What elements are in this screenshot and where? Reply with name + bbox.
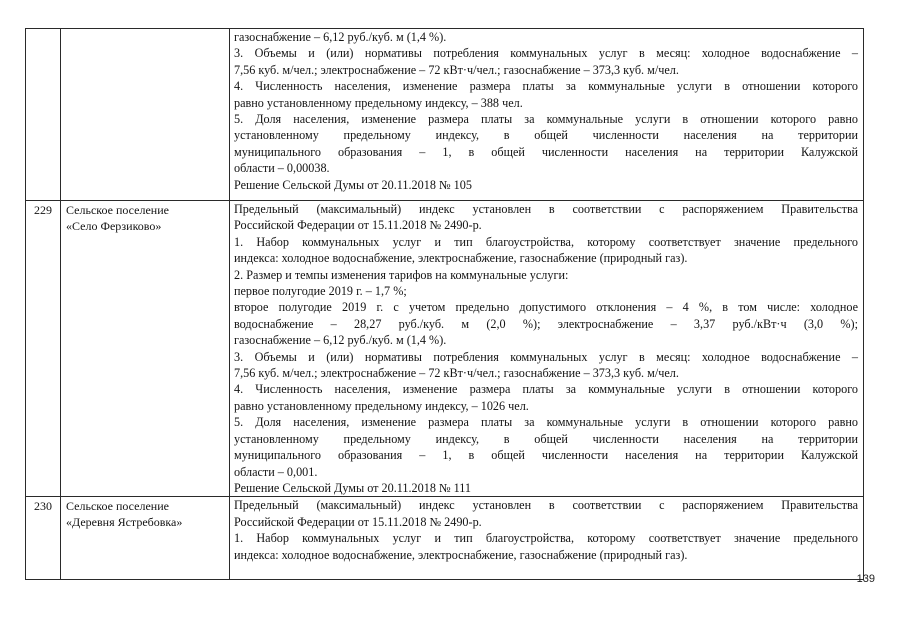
text-line: 4. Численность населения, изменение размера платы за коммунальные услуги в отношении которого [234, 79, 858, 94]
text-line: муниципального образования – 1, в общей численности населения на территории Калужской [234, 144, 858, 159]
index-description-cell [230, 201, 864, 497]
text-line: 4. Численность населения, изменение размера платы за коммунальные услуги в отношении которого [234, 382, 858, 397]
settlement-name-line: «Деревня Ястребовка» [66, 515, 183, 530]
text-line: установленному предельному индексу, в общей численности населения на территории [234, 128, 858, 143]
index-description-cell [230, 29, 864, 201]
settlement-name-line: Сельское поселение [66, 203, 169, 217]
text-line: газоснабжение – 6,12 руб./куб. м (1,4 %). [234, 30, 447, 44]
settlement-name-line: Сельское поселение [66, 499, 169, 514]
settlement-name-cell [61, 29, 230, 201]
text-line: 5. Доля населения, изменение размера платы за коммунальные услуги в отношении которого равно [234, 112, 858, 127]
text-line: Российской Федерации от 15.11.2018 № 2490-р. [234, 514, 482, 529]
settlement-name-cell [61, 497, 230, 580]
row-number-cell: 229 [26, 201, 61, 497]
text-line: 1. Набор коммунальных услуг и тип благоустройства, которому соответствует значение предельного [234, 234, 858, 249]
text-line: равно установленному предельному индексу, – 1026 чел. [234, 398, 529, 413]
regulations-table [25, 28, 864, 580]
text-line: второе полугодие 2019 г. с учетом предельно допустимого отклонения – 4 %, в том числе: холодное [234, 300, 858, 315]
settlement-name-line: «Село Ферзиково» [66, 219, 162, 233]
text-line: газоснабжение – 6,12 руб./куб. м (1,4 %). [234, 333, 447, 348]
text-line: Предельный (максимальный) индекс установлен в соответствии с распоряжением Правительства [234, 202, 858, 216]
text-line: 3. Объемы и (или) нормативы потребления коммунальных услуг в месяц: холодное водоснабжение – [234, 46, 858, 61]
text-line: первое полугодие 2019 г. – 1,7 %; [234, 284, 407, 299]
settlement-name-cell [61, 201, 230, 497]
page-number: 139 [856, 573, 875, 585]
row-number-cell: 230 [26, 497, 61, 580]
text-line: 7,56 куб. м/чел.; электроснабжение – 72 кВт·ч/чел.; газоснабжение – 373,3 куб. м/чел. [234, 366, 679, 381]
text-line: области – 0,001. [234, 464, 318, 479]
text-line: водоснабжение – 28,27 руб./куб. м (2,0 %); электроснабжение – 3,37 руб./кВт·ч (3,0 %); [234, 316, 858, 331]
text-line: индекса: холодное водоснабжение, электроснабжение, газоснабжение (природный газ). [234, 547, 688, 562]
table-row [26, 201, 864, 497]
text-line: 2. Размер и темпы изменения тарифов на коммунальные услуги: [234, 267, 569, 282]
text-line: индекса: холодное водоснабжение, электроснабжение, газоснабжение (природный газ). [234, 251, 688, 266]
text-line: 5. Доля населения, изменение размера платы за коммунальные услуги в отношении которого равно [234, 415, 858, 430]
text-line: равно установленному предельному индексу, – 388 чел. [234, 95, 523, 110]
text-line: Предельный (максимальный) индекс установлен в соответствии с распоряжением Правительства [234, 498, 858, 513]
decision-reference: Решение Сельской Думы от 20.11.2018 № 105 [234, 177, 472, 192]
text-line: установленному предельному индексу, в общей численности населения на территории [234, 431, 858, 446]
text-line: 1. Набор коммунальных услуг и тип благоустройства, которому соответствует значение предельного [234, 531, 858, 546]
text-line: муниципального образования – 1, в общей численности населения на территории Калужской [234, 448, 858, 463]
text-line: 3. Объемы и (или) нормативы потребления коммунальных услуг в месяц: холодное водоснабжение – [234, 349, 858, 364]
table-row [26, 29, 864, 201]
table-row [26, 497, 864, 580]
text-line: 7,56 куб. м/чел.; электроснабжение – 72 кВт·ч/чел.; газоснабжение – 373,3 куб. м/чел. [234, 62, 679, 77]
row-number-cell [26, 29, 61, 201]
text-line: области – 0,00038. [234, 161, 330, 176]
text-line: Российской Федерации от 15.11.2018 № 2490-р. [234, 218, 482, 233]
decision-reference: Решение Сельской Думы от 20.11.2018 № 111 [234, 480, 472, 495]
index-description-cell [230, 497, 864, 580]
